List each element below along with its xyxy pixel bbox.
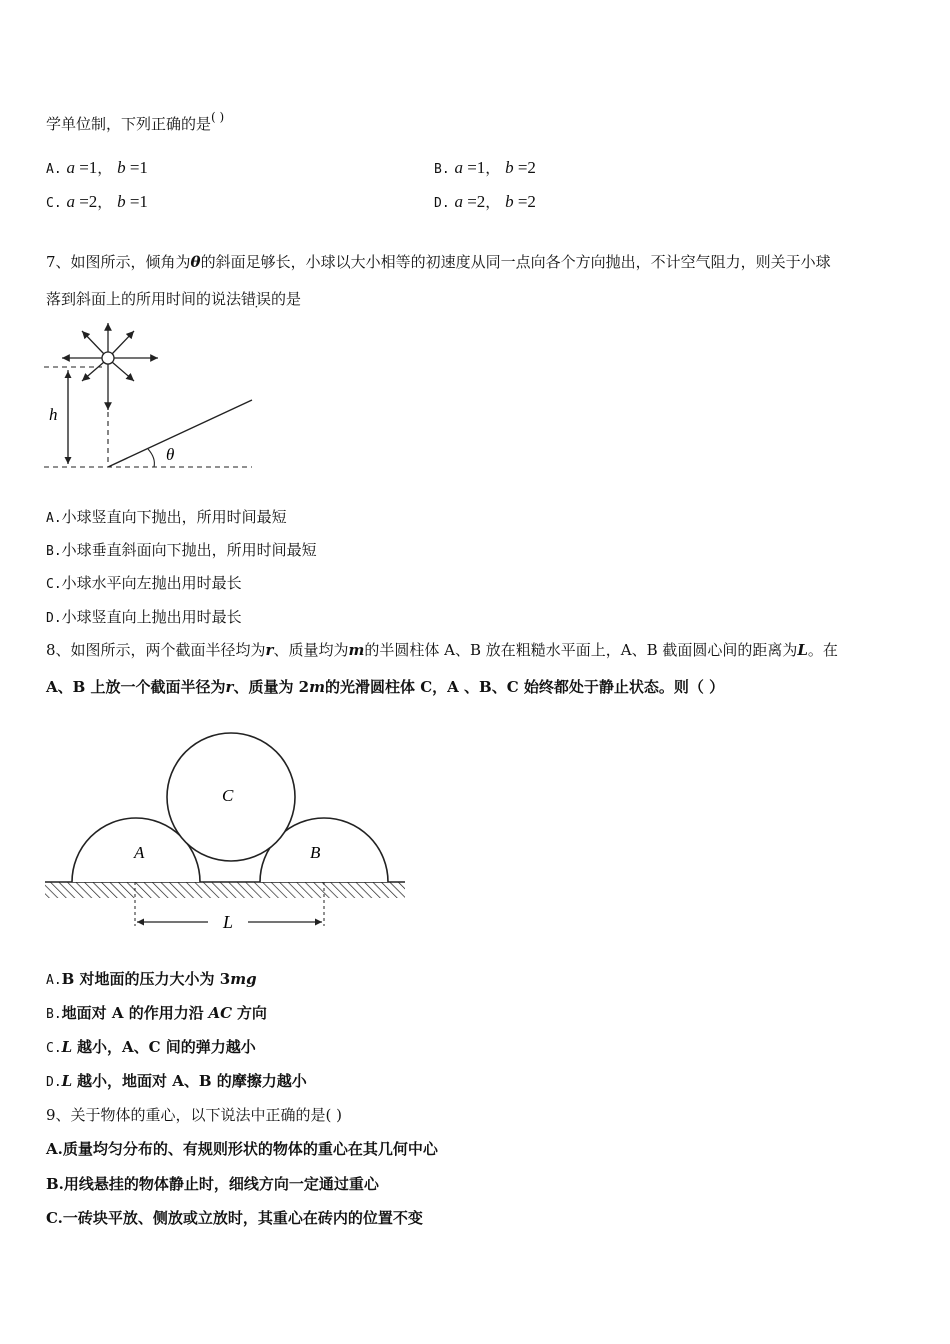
q8-stem-line1 xyxy=(46,640,838,660)
option-label: A. xyxy=(46,511,62,526)
var-L: L xyxy=(61,1072,73,1090)
q6-option-b[interactable] xyxy=(434,158,536,180)
q7-line1-pre: 7、如图所示，倾角为 xyxy=(46,253,191,271)
q7-line2-pre: 落到斜面上的所用时间的说法 xyxy=(46,290,242,308)
ground xyxy=(45,882,405,898)
value-a: 1 xyxy=(88,158,98,177)
sep: ， xyxy=(485,159,501,177)
sep: ， xyxy=(485,193,501,211)
q7-option-b[interactable] xyxy=(46,540,317,562)
var-b: b xyxy=(505,192,514,211)
eq: = xyxy=(467,158,477,177)
option-text: C.一砖块平放、侧放或立放时，其重心在砖内的位置不变 xyxy=(46,1209,423,1227)
eq: = xyxy=(129,192,140,211)
var-L: L xyxy=(61,1038,73,1056)
q9-stem xyxy=(46,1105,342,1125)
incline xyxy=(108,400,252,467)
q7-line1-post: 的斜面足够长，小球以大小相等的初速度从同一点向各个方向抛出，不计空气阻力，则关于小球 xyxy=(200,253,831,271)
q6-option-d[interactable] xyxy=(434,192,536,214)
q7-figure xyxy=(40,318,260,478)
option-label: B. xyxy=(46,1007,62,1022)
q8-stem-line2 xyxy=(46,677,724,697)
eq: = xyxy=(79,192,89,211)
var-m: m xyxy=(309,678,325,696)
q8-option-c[interactable] xyxy=(46,1037,256,1059)
option-text: B.用线悬挂的物体静止时，细线方向一定通过重心 xyxy=(46,1175,379,1193)
label-c: C xyxy=(222,786,234,805)
emphasis-word: 错误 xyxy=(241,290,272,308)
var-b: b xyxy=(117,192,126,211)
option-label: A. xyxy=(46,162,62,177)
q8-l2-c: 的光滑圆柱体 C，A 、B、C 始终都处于静止状态。则（ ） xyxy=(325,678,725,696)
q6-option-a[interactable] xyxy=(46,158,148,180)
option-label: B. xyxy=(434,162,450,177)
q8-l1-b: 、质量均为 xyxy=(273,641,349,659)
q7-stem-line2 xyxy=(46,289,301,309)
q9-stem-text: 9、关于物体的重心，以下说法中正确的是( ) xyxy=(46,1106,343,1124)
option-label: C. xyxy=(46,1041,62,1056)
option-text: A.质量均匀分布的、有规则形状的物体的重心在其几何中心 xyxy=(46,1140,438,1158)
sep: ， xyxy=(97,159,113,177)
q7-line2-post: 的是 xyxy=(271,290,302,308)
option-label: C. xyxy=(46,577,62,592)
sep: ， xyxy=(97,193,113,211)
option-text: 小球垂直斜面向下抛出，所用时间最短 xyxy=(61,541,317,559)
var-a: a xyxy=(454,192,463,211)
throw-arrows xyxy=(62,323,158,410)
eq: = xyxy=(79,158,89,177)
option-label: A. xyxy=(46,973,62,988)
eq: = xyxy=(517,158,528,177)
eq: = xyxy=(517,192,528,211)
q8-l2-b: 、质量为 2 xyxy=(233,678,310,696)
option-label: D. xyxy=(434,196,450,211)
value-b: 2 xyxy=(527,192,536,211)
var-a: a xyxy=(454,158,463,177)
var-mg: mg xyxy=(230,970,257,988)
var-a: a xyxy=(66,158,75,177)
var-m: m xyxy=(348,641,365,659)
q8-option-d[interactable] xyxy=(46,1071,307,1093)
label-a: A xyxy=(134,843,145,862)
q8-figure xyxy=(40,728,410,938)
option-text: 小球水平向左抛出用时最长 xyxy=(61,574,242,592)
var-a: a xyxy=(66,192,75,211)
q6-stem xyxy=(46,110,225,135)
option-text: 小球竖直向下抛出，所用时间最短 xyxy=(61,508,287,526)
var-r: r xyxy=(225,678,234,696)
q7-option-d[interactable] xyxy=(46,607,242,629)
value-b: 1 xyxy=(139,192,148,211)
option-text: 越小，A、C 间的弹力越小 xyxy=(76,1038,256,1056)
option-text-tail: 方向 xyxy=(236,1004,267,1022)
label-b: B xyxy=(310,843,321,862)
q9-option-a[interactable] xyxy=(46,1139,438,1159)
option-label: D. xyxy=(46,1075,62,1090)
label-l: L xyxy=(223,912,234,932)
q6-option-c[interactable] xyxy=(46,192,148,214)
option-text: 小球竖直向上抛出用时最长 xyxy=(61,608,242,626)
var-ac: AC xyxy=(208,1004,233,1022)
q6-paren: ( ) xyxy=(211,110,225,124)
var-b: b xyxy=(117,158,126,177)
q8-option-b[interactable] xyxy=(46,1003,267,1025)
theta-label: θ xyxy=(166,445,175,464)
q7-option-c[interactable] xyxy=(46,573,242,595)
q8-l2-a: A、B 上放一个截面半径为 xyxy=(46,678,226,696)
q8-l1-a: 8、如图所示，两个截面半径均为 xyxy=(46,641,266,659)
var-b: b xyxy=(505,158,514,177)
option-label: C. xyxy=(46,196,62,211)
option-text: 越小，地面对 A、B 的摩擦力越小 xyxy=(76,1072,307,1090)
theta-symbol: θ xyxy=(190,253,201,271)
value-a: 2 xyxy=(476,192,486,211)
option-label: B. xyxy=(46,544,62,559)
q6-stem-text: 学单位制，下列正确的是 xyxy=(46,115,212,133)
q8-l1-d: 。在 xyxy=(807,641,838,659)
value-a: 2 xyxy=(88,192,98,211)
q9-option-c[interactable] xyxy=(46,1208,423,1228)
ball-icon xyxy=(102,352,114,364)
var-L: L xyxy=(797,641,808,659)
eq: = xyxy=(129,158,140,177)
option-label: D. xyxy=(46,611,62,626)
q7-option-a[interactable] xyxy=(46,507,287,529)
q8-option-a[interactable] xyxy=(46,969,257,991)
var-r: r xyxy=(265,641,274,659)
q9-option-b[interactable] xyxy=(46,1174,379,1194)
option-text: B 对地面的压力大小为 3 xyxy=(61,970,231,988)
q7-stem-line1 xyxy=(46,252,831,272)
h-label: h xyxy=(49,405,58,424)
value-b: 2 xyxy=(527,158,536,177)
option-text: 地面对 A 的作用力沿 xyxy=(61,1004,204,1022)
value-b: 1 xyxy=(139,158,148,177)
eq: = xyxy=(467,192,477,211)
q8-l1-c: 的半圆柱体 A、B 放在粗糙水平面上，A、B 截面圆心间的距离为 xyxy=(364,641,798,659)
value-a: 1 xyxy=(476,158,486,177)
